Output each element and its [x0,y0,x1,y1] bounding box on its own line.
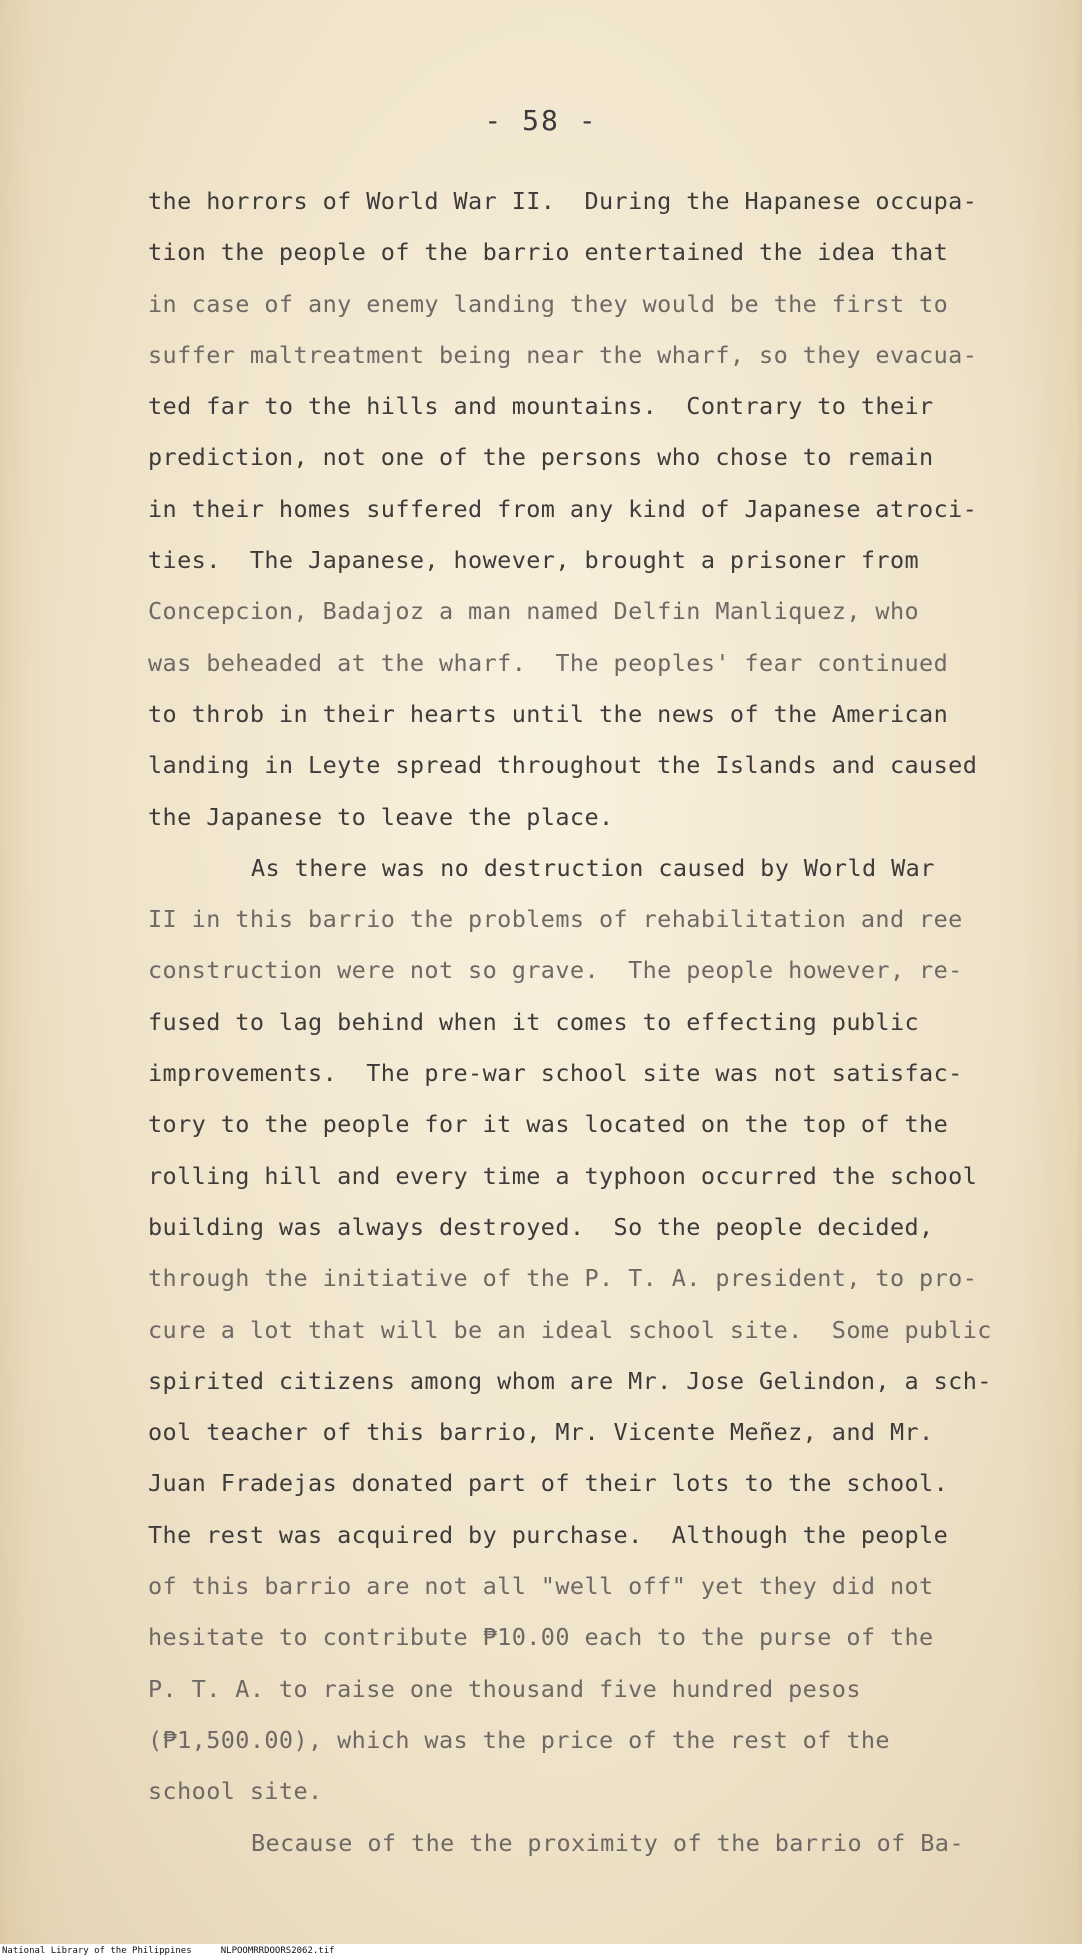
page-number: - 58 - [484,104,598,137]
text-line: tory to the people for it was located on the top of the [148,1110,949,1139]
text-line: ool teacher of this barrio, Mr. Vicente Meñez, and Mr. [148,1418,934,1447]
footer-file: NLPOOMRRDOORS2062.tif [220,1946,335,1956]
text-line: II in this barrio the problems of rehabilitation and ree [148,905,963,934]
document-body [148,176,1048,1869]
text-line: in their homes suffered from any kind of Japanese atroci- [148,494,978,523]
text-line: hesitate to contribute ₱10.00 each to the purse of the [148,1623,934,1652]
text-line: in case of any enemy landing they would be the first to [148,289,949,318]
paragraph-first-line: As there was no destruction caused by World War [251,853,935,882]
text-line: construction were not so grave. The people however, re- [148,956,963,985]
text-line: The rest was acquired by purchase. Although the people [148,1520,949,1549]
text-line: (₱1,500.00), which was the price of the rest of the [148,1725,890,1754]
text-line: cure a lot that will be an ideal school site. Some public [148,1315,992,1344]
text-line: improvements. The pre-war school site was not satisfac- [148,1059,963,1088]
text-line: fused to lag behind when it comes to effecting public [148,1007,920,1036]
text-line: through the initiative of the P. T. A. president, to pro- [148,1264,978,1293]
text-line: rolling hill and every time a typhoon occurred the school [148,1161,978,1190]
text-line: tion the people of the barrio entertained the idea that [148,238,949,267]
text-line: Juan Fradejas donated part of their lots to the school. [148,1469,949,1498]
text-line: P. T. A. to raise one thousand five hundred pesos [148,1674,861,1703]
text-line: ted far to the hills and mountains. Contrary to their [148,392,934,421]
text-line: ties. The Japanese, however, brought a prisoner from [148,546,920,575]
text-line: was beheaded at the wharf. The peoples' fear continued [148,648,949,677]
text-line: the horrors of World War II. During the Hapanese occupa- [148,187,978,215]
footer-library: National Library of the Philippines [2,1946,192,1956]
paragraph-first-line: Because of the the proximity of the barrio of Ba- [251,1828,964,1857]
text-line: to throb in their hearts until the news of the American [148,699,949,728]
scan-footer [0,1944,1082,1958]
text-line: suffer maltreatment being near the wharf, so they evacua- [148,340,978,369]
text-line: Concepcion, Badajoz a man named Delfin Manliquez, who [148,597,920,626]
text-line: building was always destroyed. So the people decided, [148,1212,934,1241]
text-line: prediction, not one of the persons who chose to remain [148,443,934,472]
text-line: of this barrio are not all "well off" yet they did not [148,1572,934,1601]
text-line: landing in Leyte spread throughout the Islands and caused [148,751,978,780]
text-line: spirited citizens among whom are Mr. Jose Gelindon, a sch- [148,1366,992,1395]
text-line: the Japanese to leave the place. [148,802,614,831]
text-line: school site. [148,1777,323,1806]
